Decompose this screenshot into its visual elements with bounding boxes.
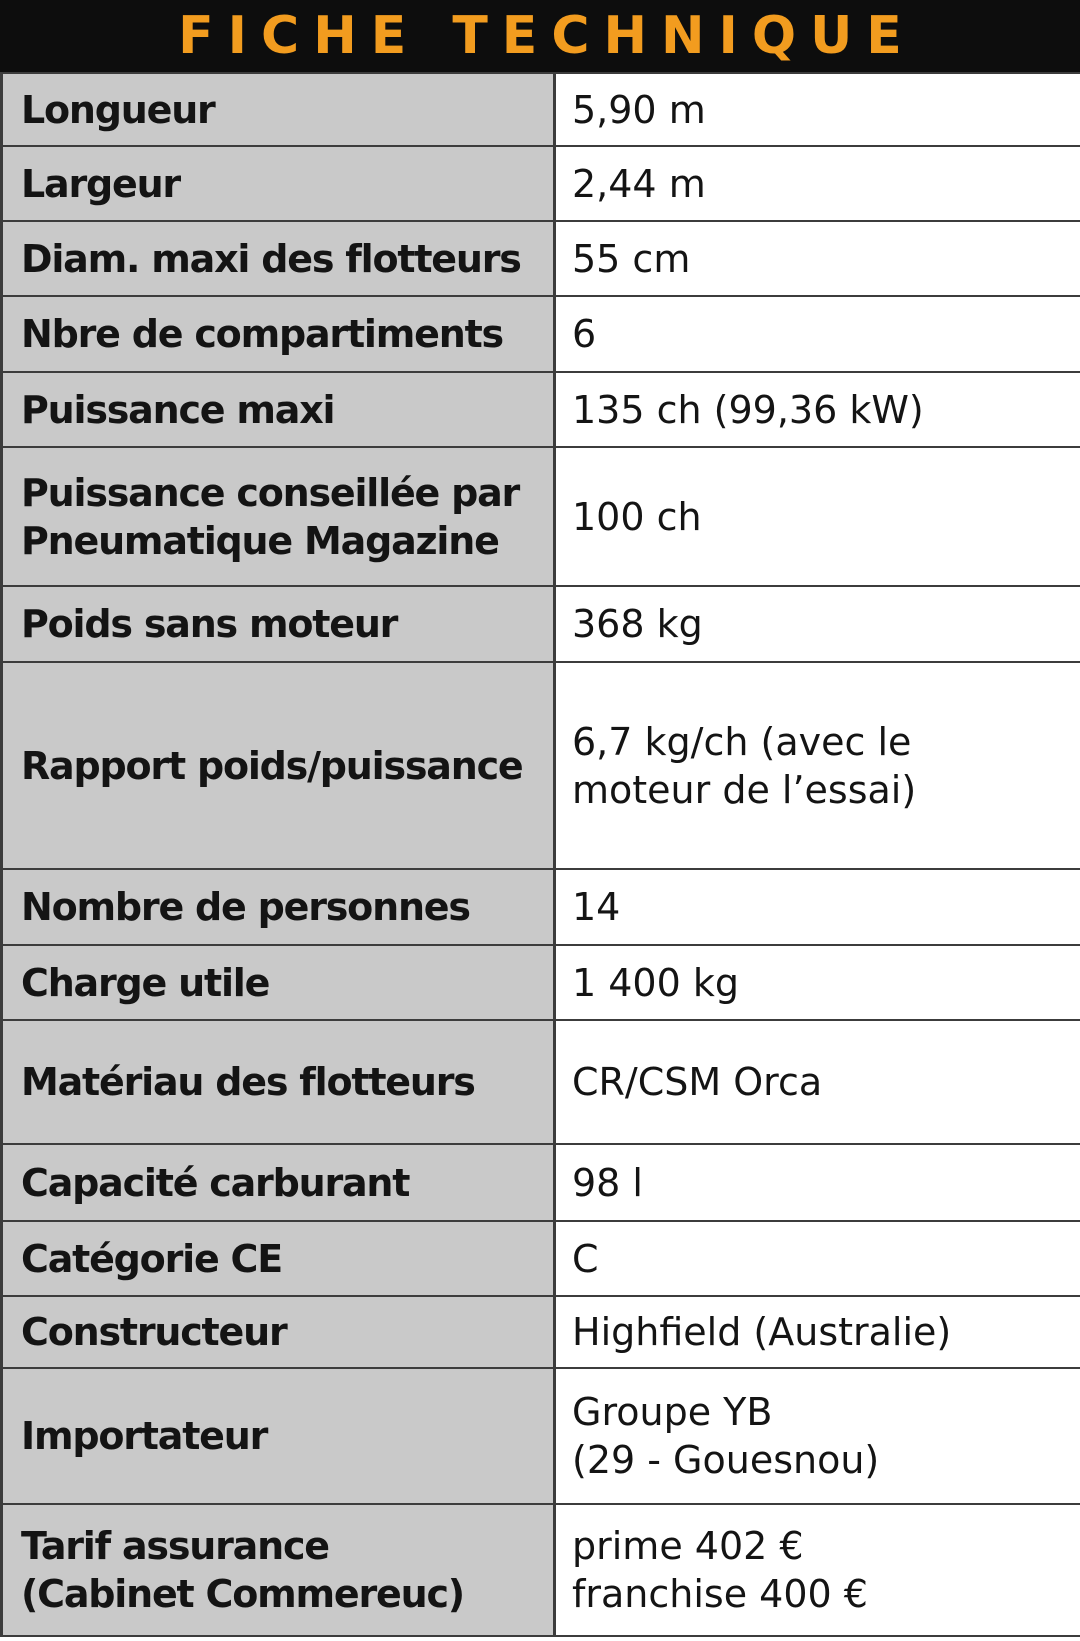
title-bar [0,0,1080,72]
table-row [2,146,1080,221]
table-row [2,945,1080,1020]
row-label: Puissance conseillée par Pneumatique Magazine [2,447,555,586]
row-value: C [555,1221,1080,1296]
row-label: Matériau des flotteurs [2,1020,555,1144]
table-row [2,73,1080,146]
row-label: Importateur [2,1368,555,1504]
row-value: 6,7 kg/ch (avec le moteur de l’essai) [555,662,1080,869]
table-row [2,662,1080,869]
row-value: Groupe YB (29 - Gouesnou) [555,1368,1080,1504]
row-label: Nbre de compartiments [2,296,555,372]
row-value: 14 [555,869,1080,945]
table-row [2,447,1080,586]
row-value: 98 l [555,1144,1080,1221]
table-row [2,296,1080,372]
table-row [2,1504,1080,1636]
row-value: 135 ch (99,36 kW) [555,372,1080,447]
spec-table [0,72,1080,1637]
table-row [2,586,1080,662]
row-label: Tarif assurance (Cabinet Commereuc) [2,1504,555,1636]
row-label: Nombre de personnes [2,869,555,945]
row-value: 5,90 m [555,73,1080,146]
row-value: prime 402 € franchise 400 € [555,1504,1080,1636]
table-row [2,1296,1080,1368]
row-value: CR/CSM Orca [555,1020,1080,1144]
row-label: Rapport poids/puissance [2,662,555,869]
row-label: Capacité carburant [2,1144,555,1221]
sheet-title: FICHE TECHNIQUE [178,6,916,66]
row-label: Poids sans moteur [2,586,555,662]
row-value: 2,44 m [555,146,1080,221]
table-row [2,221,1080,296]
row-label: Puissance maxi [2,372,555,447]
table-row [2,869,1080,945]
row-value: 1 400 kg [555,945,1080,1020]
table-row [2,1368,1080,1504]
table-row [2,1221,1080,1296]
table-row [2,1144,1080,1221]
row-label: Longueur [2,73,555,146]
row-label: Constructeur [2,1296,555,1368]
row-label: Largeur [2,146,555,221]
row-value: Highfield (Australie) [555,1296,1080,1368]
row-value: 100 ch [555,447,1080,586]
table-row [2,1020,1080,1144]
table-row [2,372,1080,447]
row-label: Diam. maxi des flotteurs [2,221,555,296]
row-value: 368 kg [555,586,1080,662]
row-label: Charge utile [2,945,555,1020]
row-value: 6 [555,296,1080,372]
row-label: Catégorie CE [2,1221,555,1296]
row-value: 55 cm [555,221,1080,296]
